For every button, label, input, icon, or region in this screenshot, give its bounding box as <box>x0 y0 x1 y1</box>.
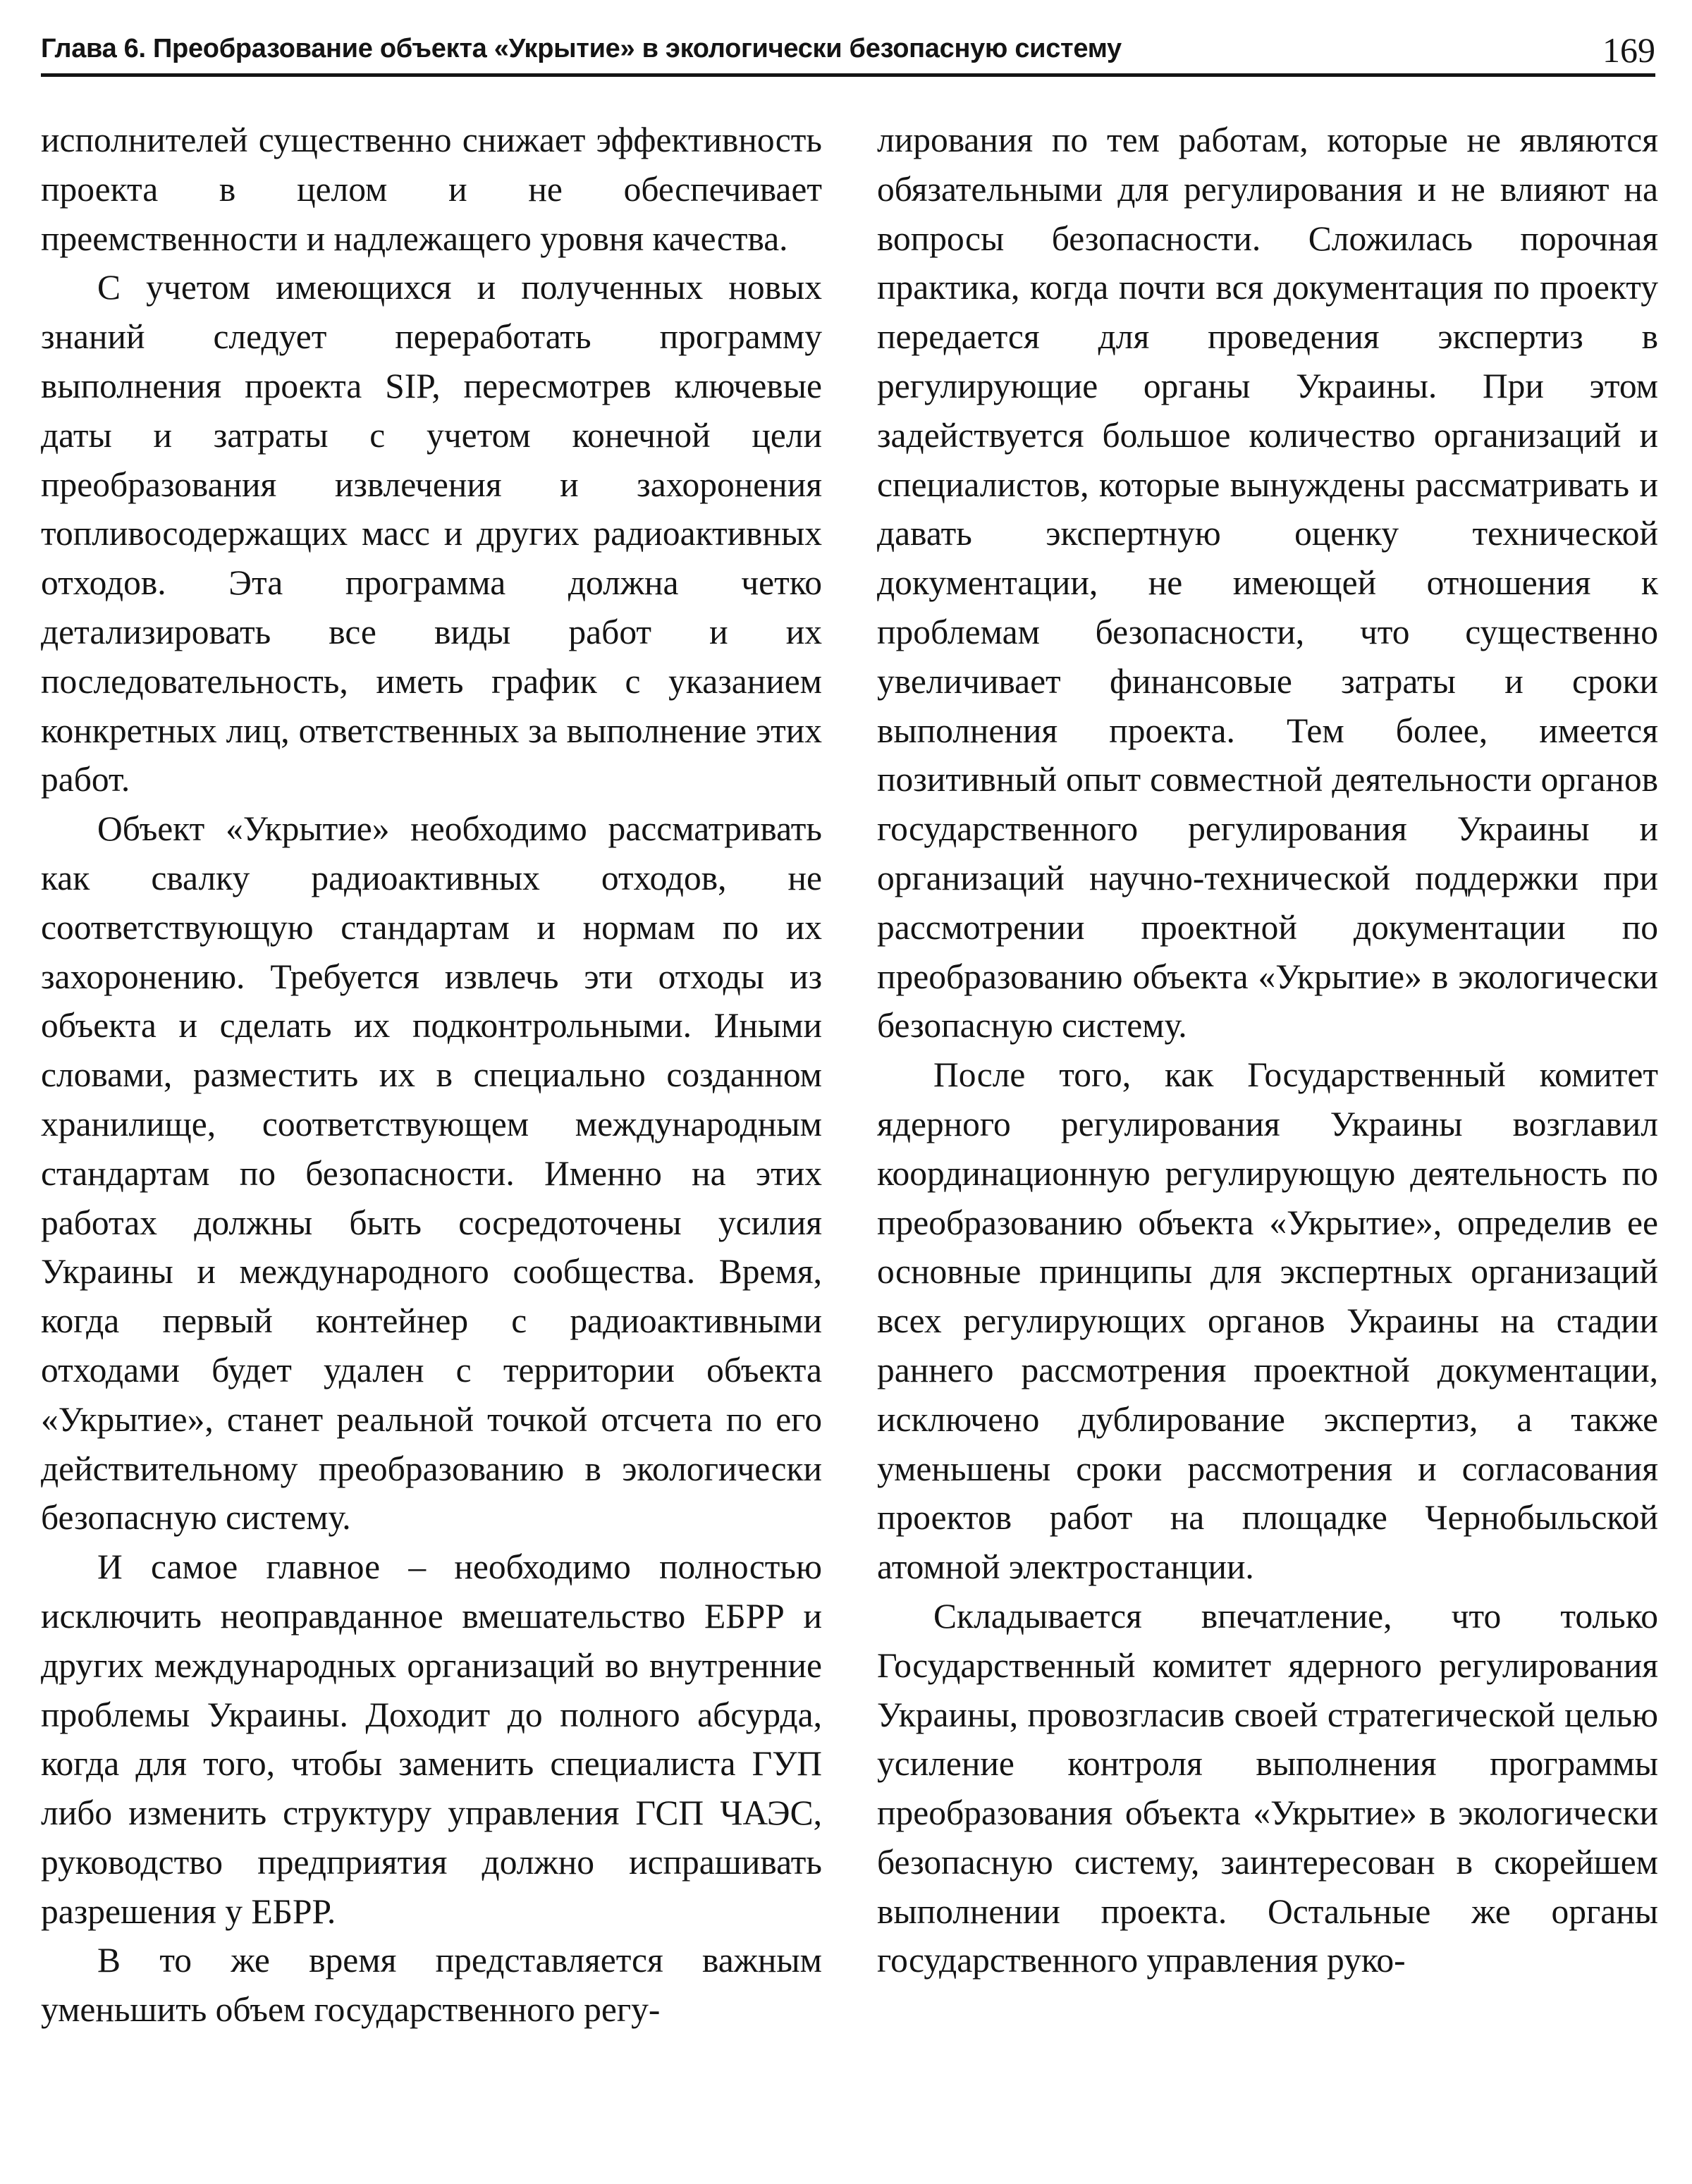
paragraph: В то же время представляется важным уменьшить объем государственного регу- <box>41 1941 822 2030</box>
paragraph: лирования по тем работам, которые не являются обязательными для регулирования и не влияют на вопросы безопасности. Сложилась порочная практика, когда почти вся документация по проекту передается для проведения экспертиз в регулирующие органы Украины. При этом задействуется большое количество организаций и специалистов, которые вынуждены рассматривать и давать экспертную оценку технической документации, не имеющей отношения к проблемам безопасности, что существенно увеличивает финансовые затраты и сроки выполнения проекта. Тем более, имеется позитивный опыт совместной деятельности органов государственного регулирования Украины и организаций научно-технической поддержки при рассмотрении проектной документации по преобразованию объекта «Укрытие» в экологически безопасную систему. <box>877 121 1658 1045</box>
paragraph: С учетом имеющихся и полученных новых знаний следует переработать программу выполнения проекта SIP, пересмотрев ключевые даты и затраты с учетом конечной цели преобразования извлечения и захоронения топливосодержащих масс и других радиоактивных отходов. Эта программа должна четко детализировать все виды работ и их последовательность, иметь график с указанием конкретных лиц, ответственных за выполнение этих работ. <box>41 268 822 799</box>
paragraph: Складывается впечатление, что только Государственный комитет ядерного регулирования Украины, провозгласив своей стратегической целью усиление контроля выполнения программы преобразования объекта «Укрытие» в экологически безопасную систему, заинтересован в скорейшем выполнении проекта. Остальные же органы государственного управления руко- <box>877 1596 1658 1980</box>
paragraph: Объект «Укрытие» необходимо рассматривать как свалку радиоактивных отходов, не соответствующую стандартам и нормам по их захоронению. Требуется извлечь эти отходы из объекта и сделать их подконтрольными. Иными словами, разместить их в специально созданном хранилище, соответствующем международным стандартам по безопасности. Именно на этих работах должны быть сосредоточены усилия Украины и международного сообщества. Время, когда первый контейнер с радиоактивными отходами будет удален с территории объекта «Укрытие», станет реальной точкой отсчета по его действительному преобразованию в экологически безопасную систему. <box>41 809 822 1538</box>
right-column <box>877 116 1658 1985</box>
header-rule <box>41 73 1655 77</box>
paragraph: исполнителей существенно снижает эффективность проекта в целом и не обеспечивает преемственности и надлежащего уровня качества. <box>41 121 822 258</box>
left-column <box>41 116 822 2035</box>
running-head: Глава 6. Преобразование объекта «Укрытие» в экологически безопасную систему <box>41 34 1122 63</box>
paragraph: После того, как Государственный комитет ядерного регулирования Украины возглавил координационную регулирующую деятельность по преобразованию объекта «Укрытие», определив ее основные принципы для экспертных организаций всех регулирующих органов Украины на стадии раннего рассмотрения проектной документации, исключено дублирование экспертиз, а также уменьшены сроки рассмотрения и согласования проектов работ на площадке Чернобыльской атомной электростанции. <box>877 1055 1658 1587</box>
paragraph: И самое главное – необходимо полностью исключить неоправданное вмешательство ЕБРР и других международных организаций во внутренние проблемы Украины. Доходит до полного абсурда, когда для того, чтобы заменить специалиста ГУП либо изменить структуру управления ГСП ЧАЭС, руководство предприятия должно испрашивать разрешения у ЕБРР. <box>41 1547 822 1931</box>
page-number: 169 <box>1602 30 1655 70</box>
page-header <box>41 28 1655 76</box>
